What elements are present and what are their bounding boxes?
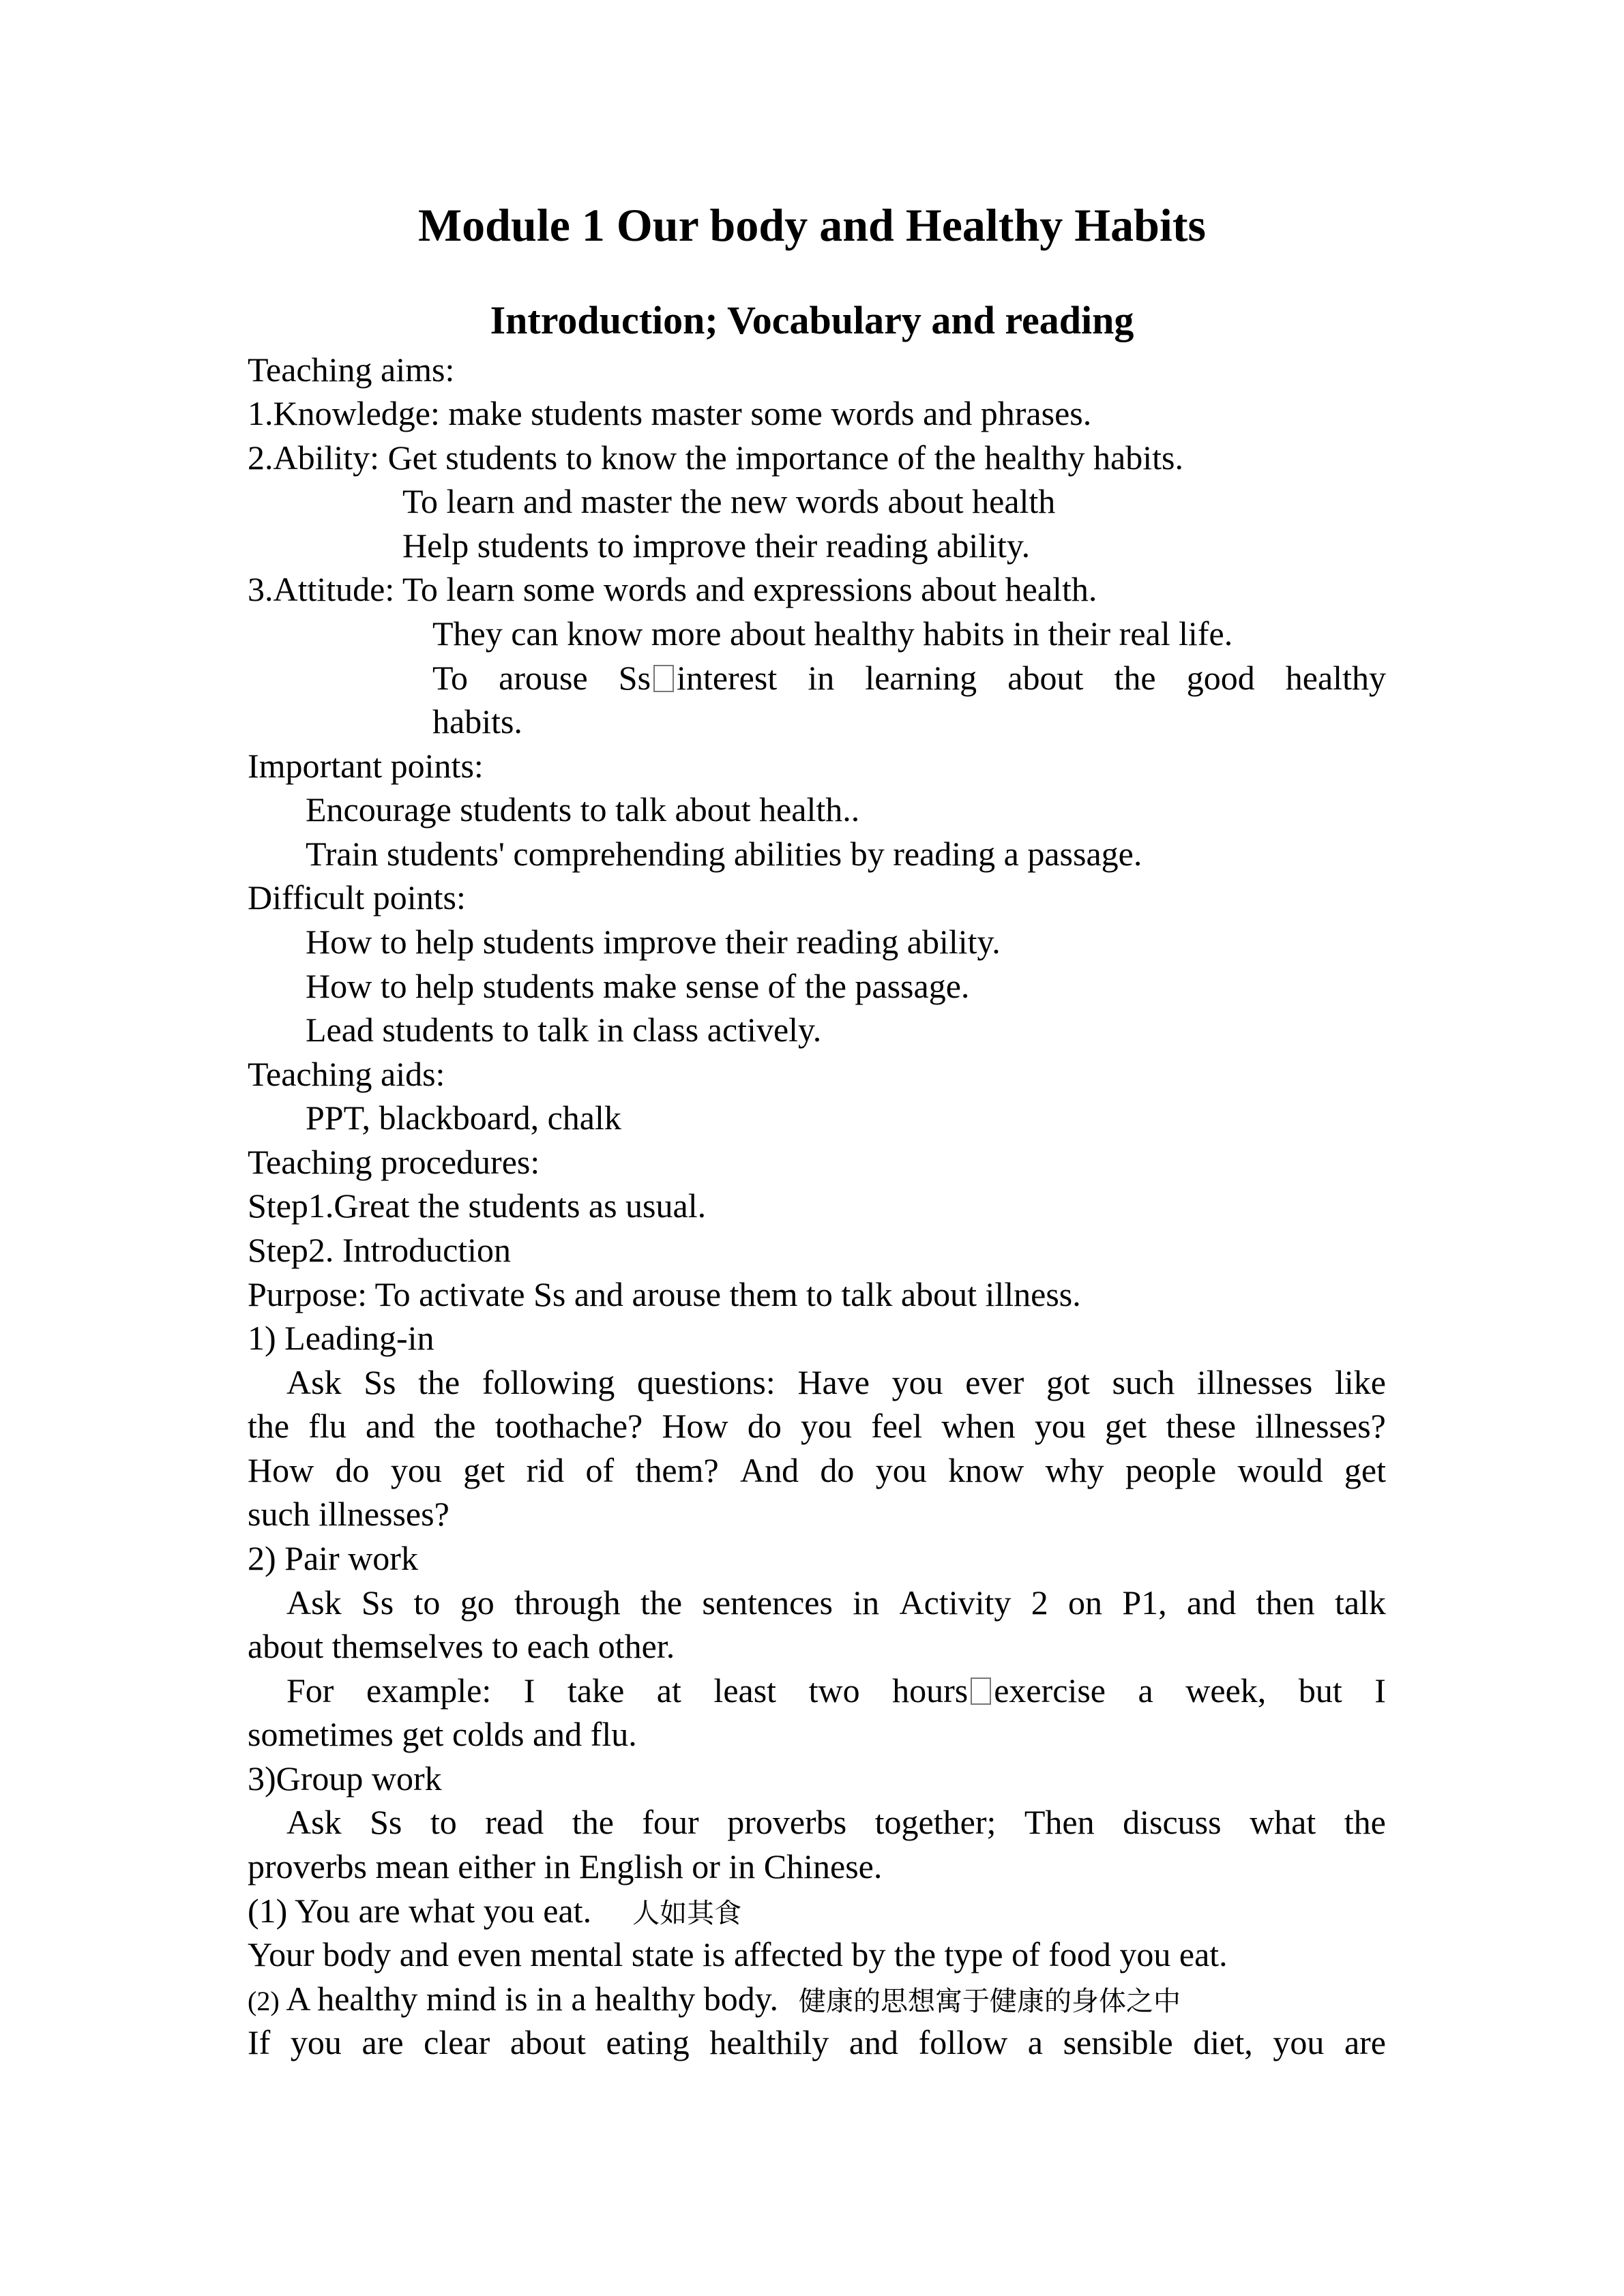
word: about — [1007, 659, 1084, 697]
proverb-2-text: A healthy mind is in a healthy body. — [286, 1980, 779, 2018]
word: go — [460, 1583, 494, 1622]
missing-glyph-box — [653, 665, 674, 692]
word: I — [1374, 1671, 1386, 1710]
step-2: Step2. Introduction — [248, 1231, 512, 1269]
difficult-point-1: How to help students improve their reading ability. — [306, 923, 1001, 961]
aim-attitude-line4: habits. — [432, 702, 522, 741]
difficult-point-2: How to help students make sense of the passage. — [306, 967, 970, 1005]
page-subtitle: Introduction; Vocabulary and reading — [490, 298, 1134, 342]
word: why — [1045, 1451, 1104, 1489]
word: How — [248, 1451, 314, 1489]
word: in — [808, 659, 835, 697]
word: together; — [874, 1803, 996, 1841]
word: proverbs — [727, 1803, 847, 1841]
word: do — [747, 1407, 782, 1445]
word: good — [1186, 659, 1255, 697]
word: least — [713, 1671, 777, 1710]
word: through — [514, 1583, 621, 1622]
word: of — [585, 1451, 615, 1489]
proverb-1-explanation: Your body and even mental state is affected by the type of food you eat. — [248, 1935, 1228, 1973]
word: but — [1298, 1671, 1342, 1710]
word: arouse — [499, 659, 588, 697]
word: a — [1138, 1671, 1153, 1710]
word: rid — [526, 1451, 565, 1489]
word: healthy — [1285, 659, 1386, 697]
word: in — [853, 1583, 880, 1622]
word: you — [875, 1451, 927, 1489]
word: To — [432, 659, 469, 697]
word: you — [390, 1451, 442, 1489]
aim-ability-line2: To learn and master the new words about health — [402, 482, 1056, 520]
teaching-aids-heading: Teaching aids: — [248, 1055, 445, 1093]
word: diet, — [1193, 2023, 1253, 2061]
word: healthily — [709, 2023, 829, 2061]
word: are — [361, 2023, 404, 2061]
step-1: Step1.Great the students as usual. — [248, 1187, 707, 1225]
word: you — [891, 1363, 943, 1401]
word: Have — [797, 1363, 870, 1401]
purpose: Purpose: To activate Ss and arouse them to talk about illness. — [248, 1275, 1081, 1313]
aim-knowledge: 1.Knowledge: make students master some words and phrases. — [248, 394, 1092, 432]
word: do — [335, 1451, 370, 1489]
word: talk — [1334, 1583, 1386, 1622]
word: week, — [1185, 1671, 1267, 1710]
proverb-1-text: You are what you eat. — [294, 1892, 592, 1930]
word: flu — [308, 1407, 346, 1445]
word: then — [1256, 1583, 1315, 1622]
proverb-2-explanation — [248, 2022, 1386, 2063]
word: you — [290, 2023, 342, 2061]
difficult-points-heading: Difficult points: — [248, 878, 466, 916]
leading-in-line-3 — [248, 1450, 1386, 1491]
leading-in-line-2 — [248, 1405, 1386, 1446]
word: would — [1237, 1451, 1323, 1489]
word: the — [1114, 659, 1156, 697]
word: the — [640, 1583, 683, 1622]
important-points-heading: Important points: — [248, 747, 484, 785]
word: and — [848, 2023, 899, 2061]
aim-ability: 2.Ability: Get students to know the importance of the healthy habits. — [248, 438, 1183, 477]
proverb-2-chinese: 健康的思想寓于健康的身体之中 — [799, 1986, 1181, 2017]
word: to — [430, 1803, 457, 1841]
word: For — [286, 1671, 334, 1710]
word: are — [1344, 2023, 1386, 2061]
page-title: Module 1 Our body and Healthy Habits — [418, 199, 1206, 251]
word: Activity — [899, 1583, 1012, 1622]
word: illnesses? — [1255, 1407, 1386, 1445]
word: Ask — [286, 1583, 342, 1622]
word: and — [366, 1407, 415, 1445]
pair-work-line-2: about themselves to each other. — [248, 1627, 675, 1665]
word: Ss — [361, 1583, 394, 1622]
word: Ask — [286, 1803, 342, 1841]
teaching-aids-items: PPT, blackboard, chalk — [306, 1099, 621, 1137]
word: Ss — [364, 1363, 396, 1401]
word: Ss — [370, 1803, 402, 1841]
word: 2 — [1031, 1583, 1048, 1622]
word-group: Ss interest — [618, 659, 778, 697]
word: discuss — [1123, 1803, 1222, 1841]
example-line-2: sometimes get colds and flu. — [248, 1715, 637, 1753]
aim-ability-line3: Help students to improve their reading ability. — [402, 526, 1031, 565]
word: got — [1046, 1363, 1090, 1401]
proverb-2-number: (2) — [248, 1986, 280, 2016]
word: get — [1105, 1407, 1147, 1445]
word: a — [1027, 2023, 1043, 2061]
group-work-line-2: proverbs mean either in English or in Chinese. — [248, 1847, 883, 1885]
word: get — [463, 1451, 505, 1489]
pair-work-heading: 2) Pair work — [248, 1539, 418, 1577]
word: I — [523, 1671, 535, 1710]
word: sensible — [1063, 2023, 1173, 2061]
word: the — [248, 1407, 290, 1445]
word: you — [801, 1407, 853, 1445]
proverb-1 — [248, 1890, 741, 1934]
word: four — [642, 1803, 699, 1841]
word: the — [572, 1803, 614, 1841]
word: at — [656, 1671, 681, 1710]
word: If — [248, 2023, 271, 2061]
word: And — [739, 1451, 799, 1489]
proverb-1-chinese: 人如其食 — [632, 1898, 742, 1929]
aim-attitude-line2: They can know more about healthy habits in their real life. — [432, 614, 1233, 653]
word: on — [1068, 1583, 1103, 1622]
word: example: — [366, 1671, 492, 1710]
word: the — [434, 1407, 476, 1445]
word: know — [948, 1451, 1024, 1489]
group-work-heading: 3)Group work — [248, 1759, 442, 1798]
word: read — [485, 1803, 544, 1841]
word: when — [941, 1407, 1016, 1445]
difficult-point-3: Lead students to talk in class actively. — [306, 1011, 822, 1049]
leading-in-line-4: such illnesses? — [248, 1495, 449, 1533]
proverb-2 — [248, 1978, 1181, 2022]
word: and — [1187, 1583, 1237, 1622]
word: take — [567, 1671, 625, 1710]
leading-in-line-1 — [286, 1362, 1386, 1403]
teaching-procedures-heading: Teaching procedures: — [248, 1143, 540, 1181]
word: How — [662, 1407, 728, 1445]
teaching-aims-heading: Teaching aims: — [248, 351, 455, 389]
word: to — [413, 1583, 441, 1622]
word: the — [418, 1363, 460, 1401]
word: Ask — [286, 1363, 342, 1401]
leading-in-heading: 1) Leading-in — [248, 1319, 434, 1357]
word: about — [510, 2023, 586, 2061]
missing-glyph-box — [971, 1678, 991, 1705]
group-work-line-1 — [286, 1802, 1386, 1843]
aim-attitude-line3 — [432, 657, 1386, 698]
proverb-1-number: (1) — [248, 1892, 288, 1930]
word: following — [482, 1363, 615, 1401]
word: ever — [965, 1363, 1024, 1401]
important-point-1: Encourage students to talk about health.. — [306, 790, 860, 829]
word: sentences — [702, 1583, 833, 1622]
word: Then — [1024, 1803, 1095, 1841]
word: them? — [635, 1451, 719, 1489]
word: like — [1334, 1363, 1386, 1401]
word: what — [1250, 1803, 1316, 1841]
word: illnesses — [1196, 1363, 1313, 1401]
word: learning — [865, 659, 977, 697]
word: these — [1166, 1407, 1237, 1445]
word: you — [1273, 2023, 1325, 2061]
word: follow — [918, 2023, 1008, 2061]
word: questions: — [637, 1363, 776, 1401]
word: two — [808, 1671, 860, 1710]
word: you — [1034, 1407, 1086, 1445]
word: get — [1344, 1451, 1386, 1489]
word: do — [820, 1451, 855, 1489]
word: eating — [606, 2023, 690, 2061]
pair-work-line-1 — [286, 1582, 1386, 1623]
word: people — [1125, 1451, 1217, 1489]
word: clear — [424, 2023, 490, 2061]
word: P1, — [1122, 1583, 1167, 1622]
word: such — [1112, 1363, 1175, 1401]
example-line-1 — [286, 1670, 1386, 1711]
word: the — [1344, 1803, 1386, 1841]
word: feel — [871, 1407, 923, 1445]
important-point-2: Train students' comprehending abilities by reading a passage. — [306, 835, 1142, 873]
word: toothache? — [494, 1407, 643, 1445]
aim-attitude: 3.Attitude: To learn some words and expressions about health. — [248, 570, 1097, 608]
word-group: hours exercise — [892, 1671, 1106, 1710]
